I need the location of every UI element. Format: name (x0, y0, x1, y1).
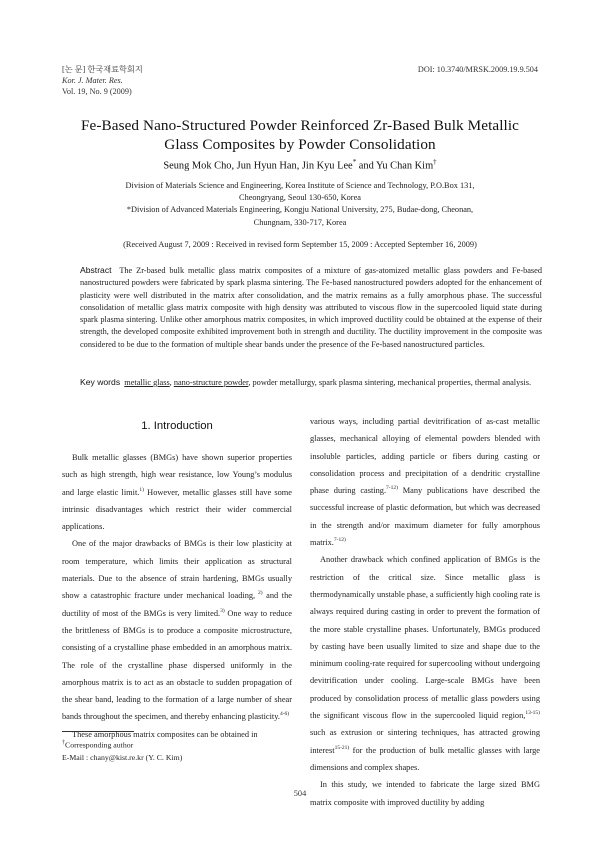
left-p1-text-a: Bulk metallic glasses (BMGs) have shown superior properties such as high strength, high wear resistance, low Young’s modulus and large elastic limit. (62, 453, 292, 497)
citation-ref: 3) (220, 607, 225, 614)
received-dates: (Received August 7, 2009 : Received in revised form September 15, 2009 : Accepted September 16, 2009) (123, 240, 477, 249)
abstract-text: The Zr-based bulk metallic glass matrix composites of a mixture of gas-atomized metallic glass powders and Fe-based nanostructured powders were fabricated by spark plasma sintering. The Fe-based nanostructured powders adopted for the enhancement of plasticity were well distributed in the matrix after consolidation, and the matrix remains as a fully amorphous phase. The successful consolidation of metallic glass matrix composite with high density was attributed to viscous flow in the supercooled liquid state during spark plasma sintering. Unlike other amorphous matrix composites, in which improved ductility could be obtained at the expense of their strength, the developed composite exhibited improvement both in strength and ductility. The ductility improvement in the composite was considered to be due to the formation of multiple shear bands under the presence of the Fe-based nanostructured particles. (80, 266, 542, 349)
keywords (80, 376, 542, 389)
footnote-divider (62, 731, 134, 732)
footnote-email: E-Mail : chany@kist.re.kr (Y. C. Kim) (62, 752, 183, 762)
paper-title-line-2: Glass Composites by Powder Consolidation (164, 136, 436, 153)
citation-ref: 2) (255, 590, 263, 597)
journal-volume: Vol. 19, No. 9 (2009) (62, 87, 132, 96)
abstract-label: Abstract (80, 265, 112, 275)
abstract (80, 264, 542, 351)
right-p2-text-b: such as extrusion or sintering techniques, has attracted growing interest (310, 728, 540, 755)
journal-korean-name: [논 문] 한국재료학회지 (62, 65, 143, 74)
right-p1-text-b: Many publications have described the successful increase of plastic deformation, but which was decreased in the strength and/or maximum diameter for fully amorphous matrix. (310, 486, 540, 548)
journal-abbreviation: Kor. J. Mater. Res. (62, 76, 123, 85)
affiliation-line-1: Division of Materials Science and Engineering, Korea Institute of Science and Technology, P.O.Box 131, (125, 181, 475, 190)
right-p2-text-a: Another drawback which confined application of BMGs is the restriction of the critical size. Since metallic glass is thermodynamically unstable phase, a sufficiently high cooling rate is always required during casting in order to prevent the formation of the more stable crystalline phases. Unfortunately, BMGs produced by casting have been usually limited to size and shape due to the minimum cooling-rate required for supercooling without undergoing devitrification under cooling. Large-scale BMGs have been produced by consolidation process of metallic glass powders using the significant viscous flow in the supercooled liquid region, (310, 555, 540, 721)
authors-part-2: and Yu Chan Kim (356, 160, 434, 172)
authors-part-1: Seung Mok Cho, Jun Hyun Han, Jin Kyu Lee (163, 160, 353, 172)
citation-ref: 7-12) (333, 537, 346, 544)
affiliation-line-4: Chungnam, 330-717, Korea (253, 217, 347, 227)
citation-ref: 15-21) (334, 744, 350, 751)
citation-ref: 1) (139, 486, 144, 493)
left-paragraph-1 (62, 449, 292, 535)
left-paragraph-2 (62, 535, 292, 725)
right-paragraph-3: In this study, we intended to fabricate the large sized BMG matrix composite with improved ductility by adding (310, 780, 540, 807)
citation-ref: 4-6) (279, 711, 290, 718)
keyword-link-1[interactable]: metallic glass (124, 378, 170, 387)
author-mark-2: † (433, 158, 437, 166)
left-p2-text-c: One way to reduce the brittleness of BMGs is to produce a composite microstructure, consisting of a crystalline phase embedded in an amorphous matrix. The role of the crystalline phase dispersed uniformly in the amorphous matrix is to act as an obstacle to sudden propagation of the shear band, leading to the formation of a large number of shear bands throughout the specimen, and thereby enhancing plasticity. (62, 608, 292, 722)
footnote (62, 737, 182, 764)
affiliation-line-3: *Division of Advanced Materials Engineering, Kongju National University, 275, Budae-dong, Cheonan, (126, 205, 474, 215)
left-p2-text-a: One of the major drawbacks of BMGs is their low plasticity at room temperature, which limits their application as structural materials. Due to the absence of strain hardening, BMGs usually show a catastrophic fracture under mechanical loading, (62, 539, 292, 601)
keyword-link-2[interactable]: nano-structure powder (173, 378, 249, 387)
doi: DOI: 10.3740/MRSK.2009.19.9.504 (417, 65, 538, 74)
section-title: 1. Introduction (141, 420, 213, 432)
affiliations (70, 180, 530, 229)
right-paragraph-2 (310, 551, 540, 776)
left-p1-text-b: However, metallic glasses still have some intrinsic disadvantages which restrict their wider commercial applications. (62, 487, 292, 532)
left-paragraph-3: These amorphous matrix composites can be obtained in (72, 729, 258, 739)
page-number: 504 (293, 789, 307, 798)
left-column (62, 449, 292, 743)
affiliation-line-2: Cheongryang, Seoul 130-650, Korea (239, 193, 361, 203)
author-mark-1: * (352, 158, 357, 166)
footnote-corresponding: Corresponding author (65, 740, 134, 750)
keywords-rest: , powder metallurgy, spark plasma sintering, mechanical properties, thermal analysis. (248, 378, 532, 387)
footnote-mark: † (62, 740, 65, 746)
citation-ref: 7-12) (386, 485, 398, 492)
right-p2-text-c: for the production of bulk metallic glasses with large dimensions and complex shapes. (310, 745, 540, 772)
right-paragraph-1 (310, 413, 540, 551)
footnote-line-1 (62, 737, 182, 752)
author-list (40, 158, 560, 171)
journal-header (62, 64, 143, 97)
right-p1-text-a: various ways, including partial devitrification of as-cast metallic glasses, mechanical alloying of elemental powders blended with insoluble particles, adding particle or fibers during casting or consolidation process and precipitation of a dendritic crystalline phase during casting. (310, 417, 540, 496)
right-column (310, 413, 540, 811)
paper-title (40, 116, 560, 154)
keyword-separator: , (169, 378, 174, 387)
keywords-label: Key words (80, 377, 121, 387)
left-p2-text-b: and the ductility of most of the BMGs is very limited. (62, 591, 292, 618)
citation-ref: 13-15) (525, 710, 540, 717)
paper-title-line-1: Fe-Based Nano-Structured Powder Reinforced Zr-Based Bulk Metallic (80, 117, 520, 134)
